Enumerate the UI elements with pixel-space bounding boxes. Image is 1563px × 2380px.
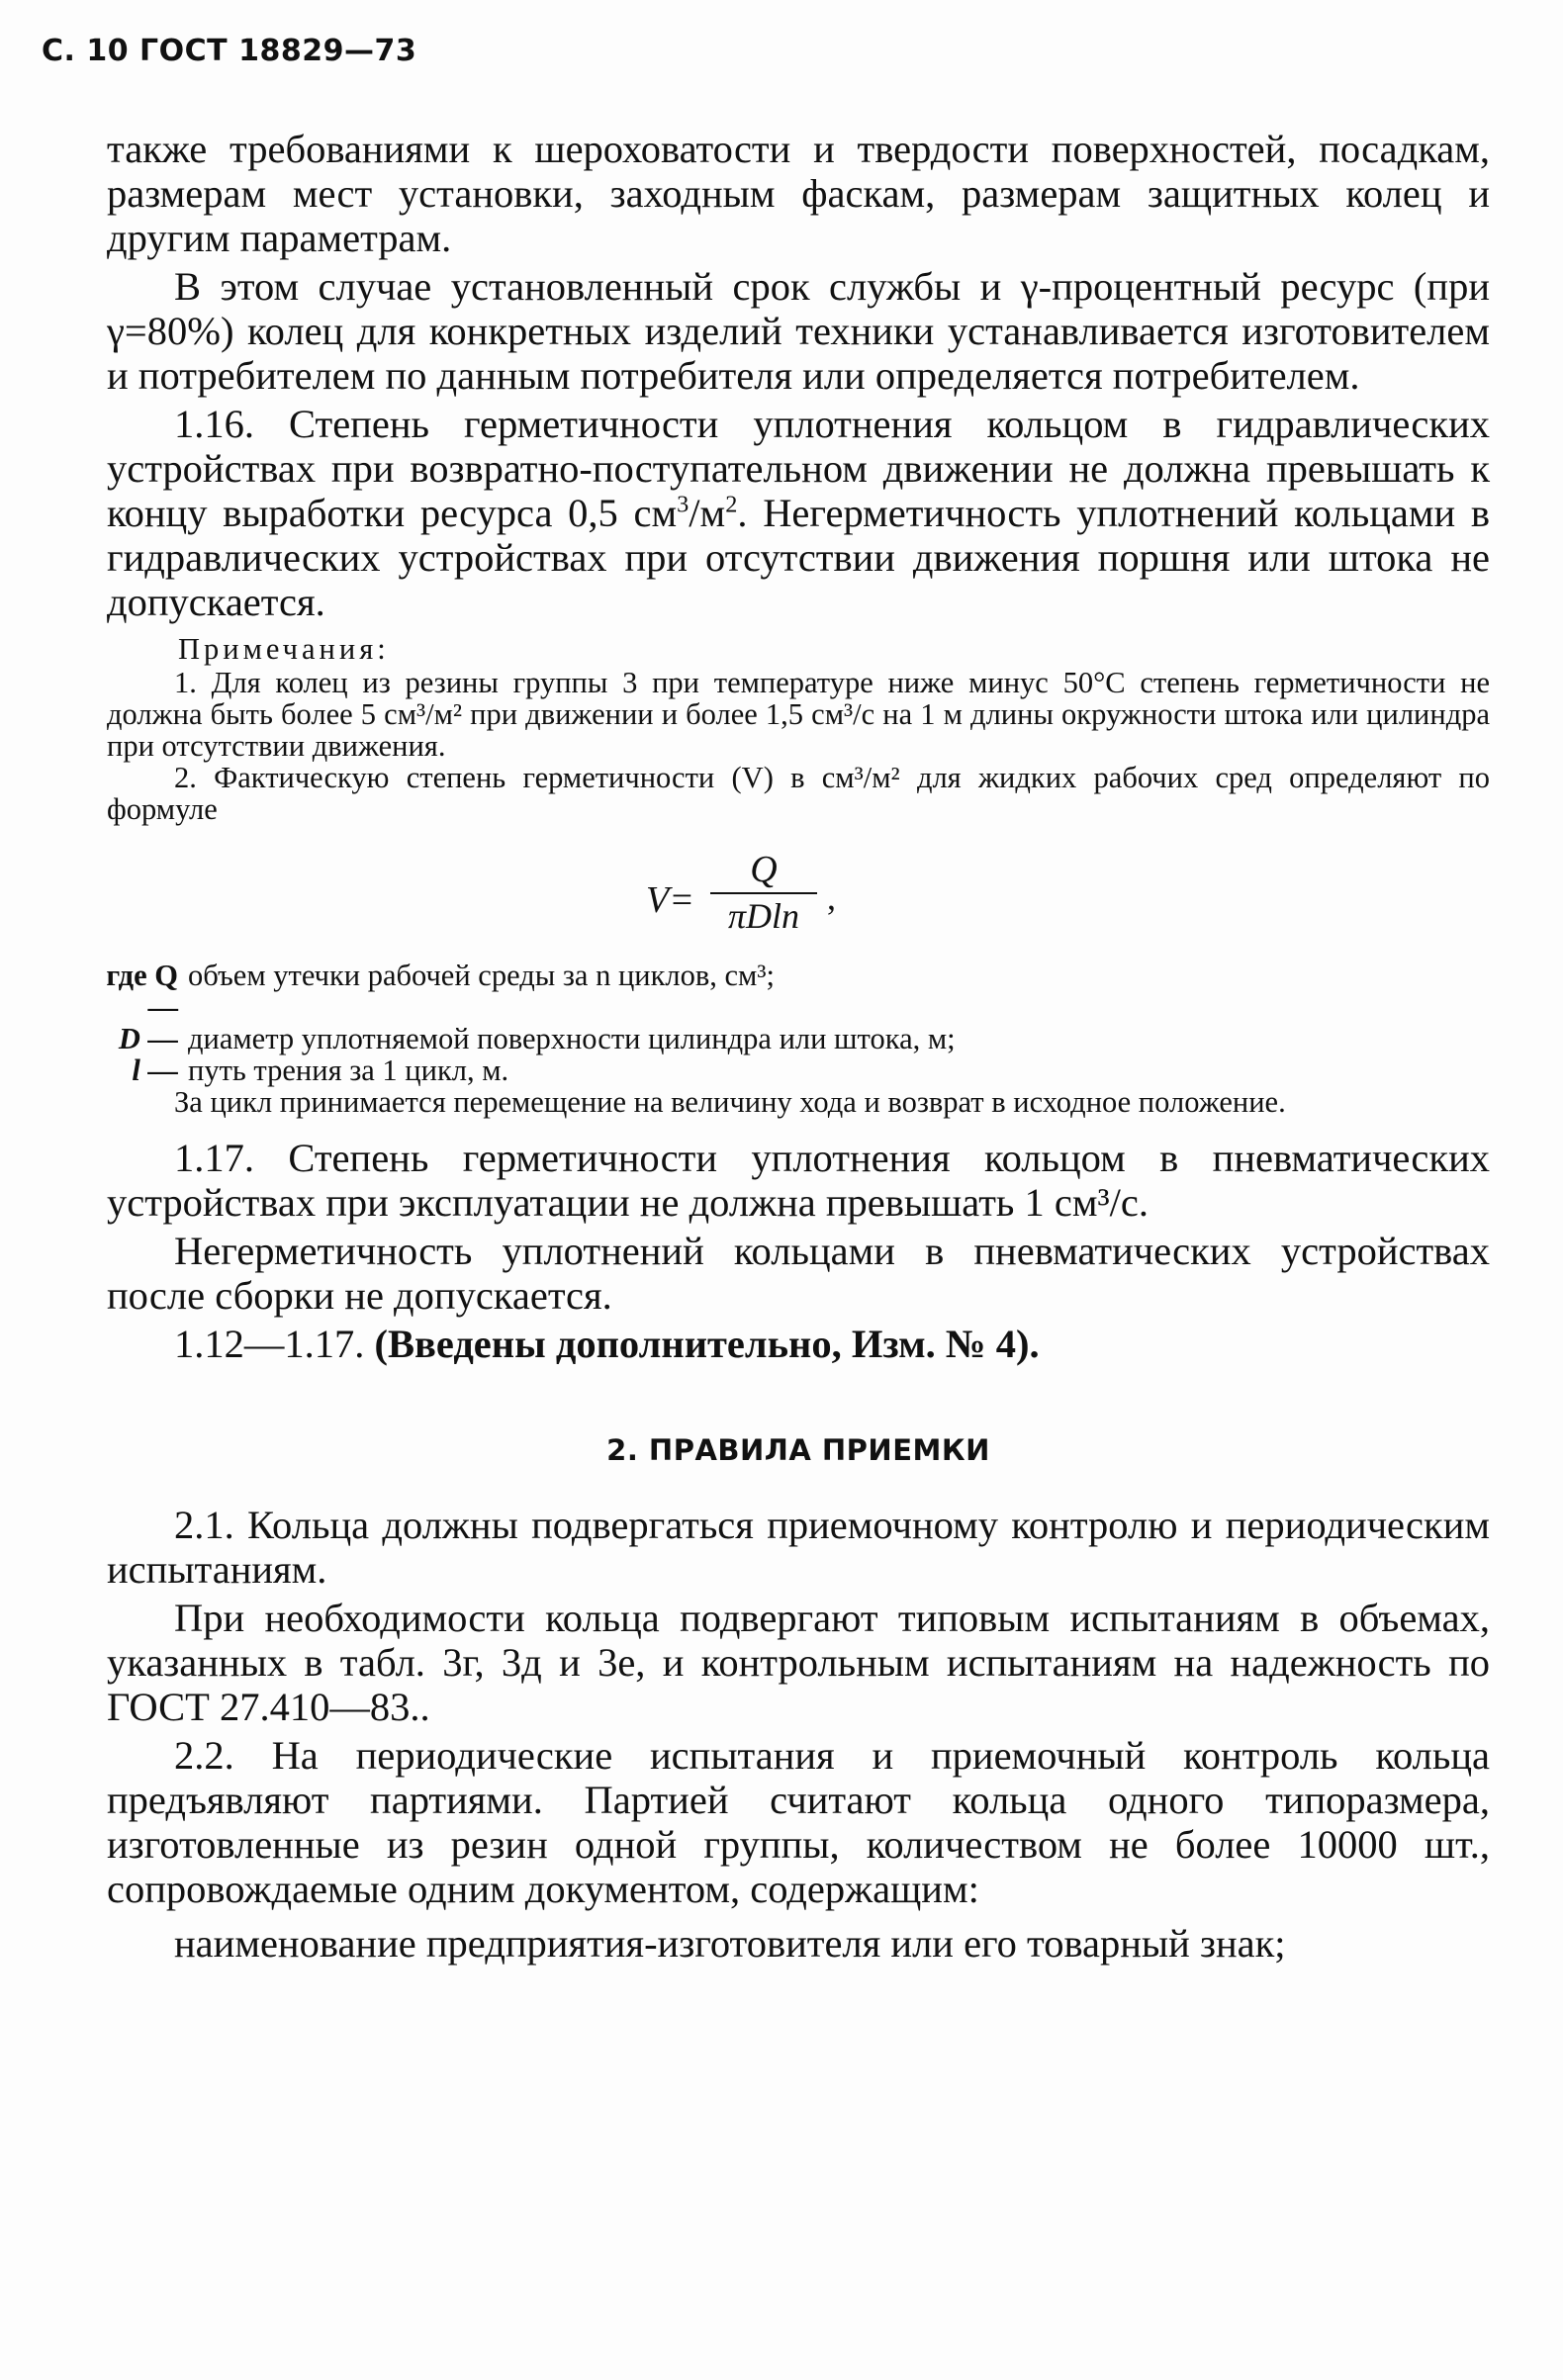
- amendment-prefix: 1.12—1.17.: [174, 1322, 375, 1366]
- superscript-3: 3: [677, 491, 690, 518]
- document-body: [107, 127, 1490, 1969]
- paragraph-2-1: 2.1. Кольца должны подвергаться приемочному контролю и периодическим испытаниям.: [107, 1503, 1490, 1592]
- paragraph-1-16-part-b: /м: [689, 491, 726, 535]
- definition-d: [93, 1023, 1490, 1054]
- definition-text: объем утечки рабочей среды за n циклов, см³;: [188, 959, 775, 992]
- definition-symbol: l —: [132, 1053, 178, 1087]
- paragraph-2-2: 2.2. На периодические испытания и приемочный контроль кольца предъявляют партиями. Партией считают кольца одного типоразмера, изготовленные из резин одной группы, количеством не более 10000 шт., сопровождаемые одним документом, содержащим:: [107, 1733, 1490, 1911]
- cycle-note: За цикл принимается перемещение на величину хода и возврат в исходное положение.: [174, 1085, 1286, 1119]
- definition-symbol: где Q —: [106, 959, 178, 1024]
- formula-denominator: πDln: [727, 896, 800, 936]
- definition-symbol: D —: [118, 1022, 178, 1055]
- paragraph-pneumatic: Негерметичность уплотнений кольцами в пневматических устройствах после сборки не допускается.: [107, 1229, 1490, 1318]
- paragraph-1-16: [107, 402, 1490, 624]
- notes-title: Примечания:: [178, 632, 390, 666]
- definition-l: [93, 1054, 1490, 1086]
- amendment-note: (Введены дополнительно, Изм. № 4).: [374, 1322, 1040, 1366]
- formula-lhs: V=: [646, 879, 694, 921]
- paragraph-1-17: 1.17. Степень герметичности уплотнения кольцом в пневматических устройствах при эксплуатации не должна превышать 1 см³/с.: [107, 1136, 1490, 1225]
- section-title: 2. ПРАВИЛА ПРИЕМКИ: [606, 1433, 990, 1467]
- superscript-2: 2: [725, 491, 738, 518]
- paragraph-type-tests: При необходимости кольца подвергают типовым испытаниям в объемах, указанных в табл. 3г, 3д и 3е, и контрольным испытаниям на надежность по ГОСТ 27.410—83..: [107, 1596, 1490, 1729]
- paragraph-resource: В этом случае установленный срок службы и γ-процентный ресурс (при γ=80%) колец для конкретных изделий техники устанавливается изготовителем и потребителем по данным потребителя или определяется потребителем.: [107, 264, 1490, 398]
- note-1: 1. Для колец из резины группы 3 при температуре ниже минус 50°С степень герметичности не должна быть более 5 см³/м² при движении и более 1,5 см³/с на 1 м длины окружности штока или цилиндра при отсутствии движения.: [107, 666, 1490, 763]
- paragraph-1-16-part-c: . Негерметичность уплотнений кольцами в гидравлических устройствах при отсутствии движения поршня или штока не допускается.: [107, 491, 1490, 624]
- formula-definitions: [93, 960, 1490, 1086]
- formula-numerator: Q: [750, 849, 778, 890]
- definition-text: диаметр уплотняемой поверхности цилиндра или штока, м;: [188, 1022, 956, 1055]
- formula-fraction: [704, 847, 823, 938]
- definition-text: путь трения за 1 цикл, м.: [188, 1053, 509, 1087]
- definition-q: [93, 960, 1490, 1023]
- formula-comma: ,: [827, 877, 836, 917]
- paragraph-1-16-part-a: 1.16. Степень герметичности уплотнения кольцом в гидравлических устройствах при возвратно-поступательном движении не должна превышать к концу выработки ресурса 0,5 см: [107, 402, 1490, 535]
- paragraph-continuation: также требованиями к шероховатости и твердости поверхностей, посадкам, размерам мест установки, заходным фаскам, размерам защитных колец и другим параметрам.: [107, 127, 1490, 260]
- formula: [107, 847, 1490, 954]
- note-2: 2. Фактическую степень герметичности (V) в см³/м² для жидких рабочих сред определяют по формуле: [107, 761, 1490, 826]
- paragraph-manufacturer: наименование предприятия-изготовителя или его товарный знак;: [174, 1921, 1286, 1966]
- page-header: С. 10 ГОСТ 18829—73: [42, 34, 417, 68]
- paragraph-amendment: [107, 1322, 1490, 1366]
